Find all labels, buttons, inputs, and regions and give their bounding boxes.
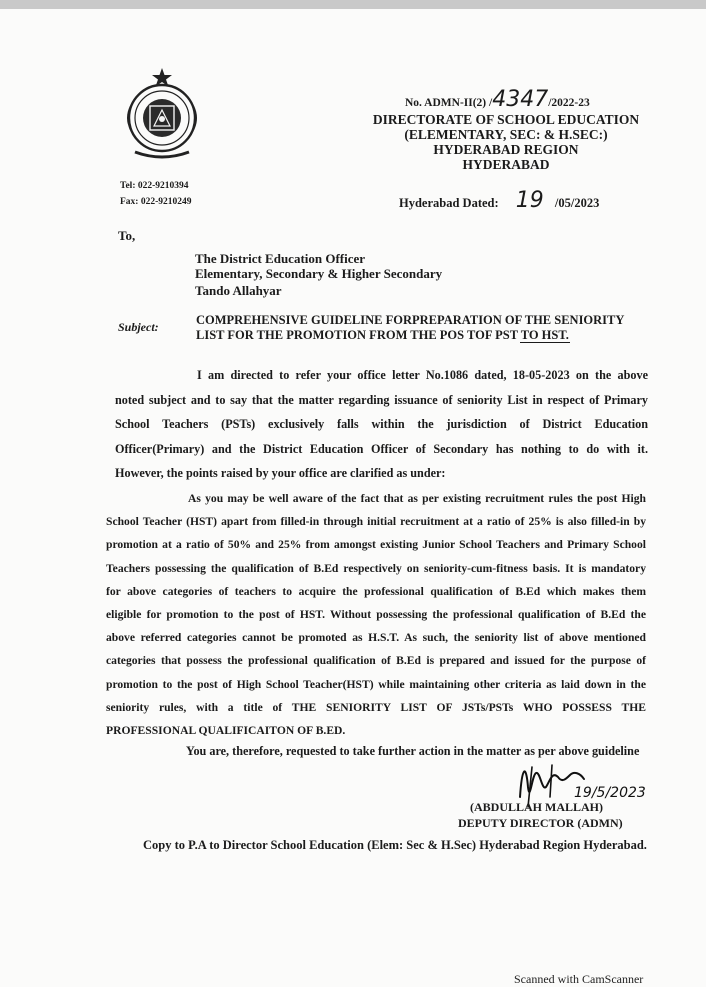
paragraph-2-line: eligible for promotion to the post of HST. Without possessing the professional qualification of B.Ed the bbox=[106, 607, 646, 621]
paragraph-1-line: School Teachers (PSTs) exclusively falls within the jurisdiction of District Education bbox=[115, 417, 648, 432]
date-label: Hyderabad Dated: bbox=[399, 196, 499, 210]
paragraph-2-line: categories that possess the professional qualification of B.Ed is prepared and issued for the purpose of bbox=[106, 654, 646, 668]
paragraph-1-line: However, the points raised by your office are clarified as under: bbox=[115, 466, 446, 481]
heading-line-3: HYDERABAD REGION bbox=[433, 142, 579, 157]
subject-line-2: LIST FOR THE PROMOTION FROM THE POS TOF PST TO HST. bbox=[196, 328, 569, 342]
to-label: To, bbox=[118, 228, 136, 243]
date-line bbox=[399, 188, 599, 213]
signature-date: 19/5/2023 bbox=[574, 785, 646, 801]
paragraph-2 bbox=[106, 487, 646, 742]
paragraph-2-line: PROFESSIONAL QUALIFICAITON OF B.ED. bbox=[106, 723, 346, 737]
paragraph-2-line: promotion to the post of High School Teacher(HST) while maintaining other criteria as laid down in the bbox=[106, 677, 646, 691]
telephone-number: Tel: 022-9210394 bbox=[120, 181, 189, 191]
closing-line: You are, therefore, requested to take further action in the matter as per above guideline bbox=[186, 744, 640, 758]
signatory-name: (ABDULLAH MALLAH) bbox=[470, 800, 604, 814]
signatory-title: DEPUTY DIRECTOR (ADMN) bbox=[458, 816, 623, 830]
date-month-year: /05/2023 bbox=[554, 196, 600, 210]
reference-prefix: No. ADMN-II(2) / bbox=[405, 97, 493, 109]
paragraph-2-line: seniority rules, with a title of THE SENIORITY LIST OF JSTs/PSTs WHO POSSESS THE bbox=[106, 700, 646, 714]
address-line-1: The District Education Officer bbox=[195, 251, 366, 266]
heading-line-4: HYDERABAD bbox=[462, 157, 550, 172]
government-emblem-icon bbox=[117, 66, 207, 158]
scanner-watermark: Scanned with CamScanner bbox=[514, 972, 644, 986]
paragraph-2-line: promotion at a ratio of 50% and 25% from amongst existing Junior School Teachers and Primary School bbox=[106, 538, 646, 552]
paragraph-1-line: Officer(Primary) and the District Education Officer of Secondary has nothing to do with it. bbox=[115, 441, 648, 456]
paragraph-2-line: Teachers possessing the qualification of B.Ed respectively on seniority-cum-fitness basis. It is mandatory bbox=[106, 561, 646, 575]
date-handwritten-day: 19 bbox=[515, 188, 544, 213]
copy-to-line: Copy to P.A to Director School Education (Elem: Sec & H.Sec) Hyderabad Region Hyderabad. bbox=[143, 838, 647, 852]
heading-line-1: DIRECTORATE OF SCHOOL EDUCATION bbox=[372, 112, 640, 127]
reference-number bbox=[405, 87, 590, 112]
address-line-2: Elementary, Secondary & Higher Secondary bbox=[195, 266, 443, 281]
paragraph-2-line: for above categories of teachers to acquire the professional qualification of B.Ed which makes them bbox=[106, 584, 646, 598]
reference-suffix: /2022-23 bbox=[548, 97, 590, 109]
paragraph-2-line: above referred categories cannot be promoted as H.S.T. As such, the seniority list of above mentioned bbox=[106, 631, 646, 645]
subject-underline bbox=[520, 342, 570, 343]
reference-handwritten-number: 4347 bbox=[492, 87, 549, 112]
paragraph-2-line: School Teacher (HST) apart from filled-in through initial recruitment at a ratio of 25% is also filled-in by bbox=[106, 515, 646, 529]
subject-line-1: COMPREHENSIVE GUIDELINE FORPREPARATION OF THE SENIORITY bbox=[196, 313, 625, 327]
subject-label: Subject: bbox=[118, 320, 159, 334]
paragraph-1 bbox=[115, 363, 648, 486]
paragraph-1-line: noted subject and to say that the matter regarding issuance of seniority List in respect of Primary bbox=[115, 392, 648, 407]
address-line-3: Tando Allahyar bbox=[195, 283, 282, 298]
fax-number: Fax: 022-9210249 bbox=[120, 197, 192, 207]
top-scan-border bbox=[0, 0, 706, 9]
paragraph-2-line: As you may be well aware of the fact that as per existing recruitment rules the post High bbox=[188, 492, 646, 505]
heading-line-2: (ELEMENTARY, SEC: & H.SEC:) bbox=[404, 127, 608, 142]
paragraph-1-line: I am directed to refer your office letter No.1086 dated, 18-05-2023 on the above bbox=[197, 368, 648, 382]
